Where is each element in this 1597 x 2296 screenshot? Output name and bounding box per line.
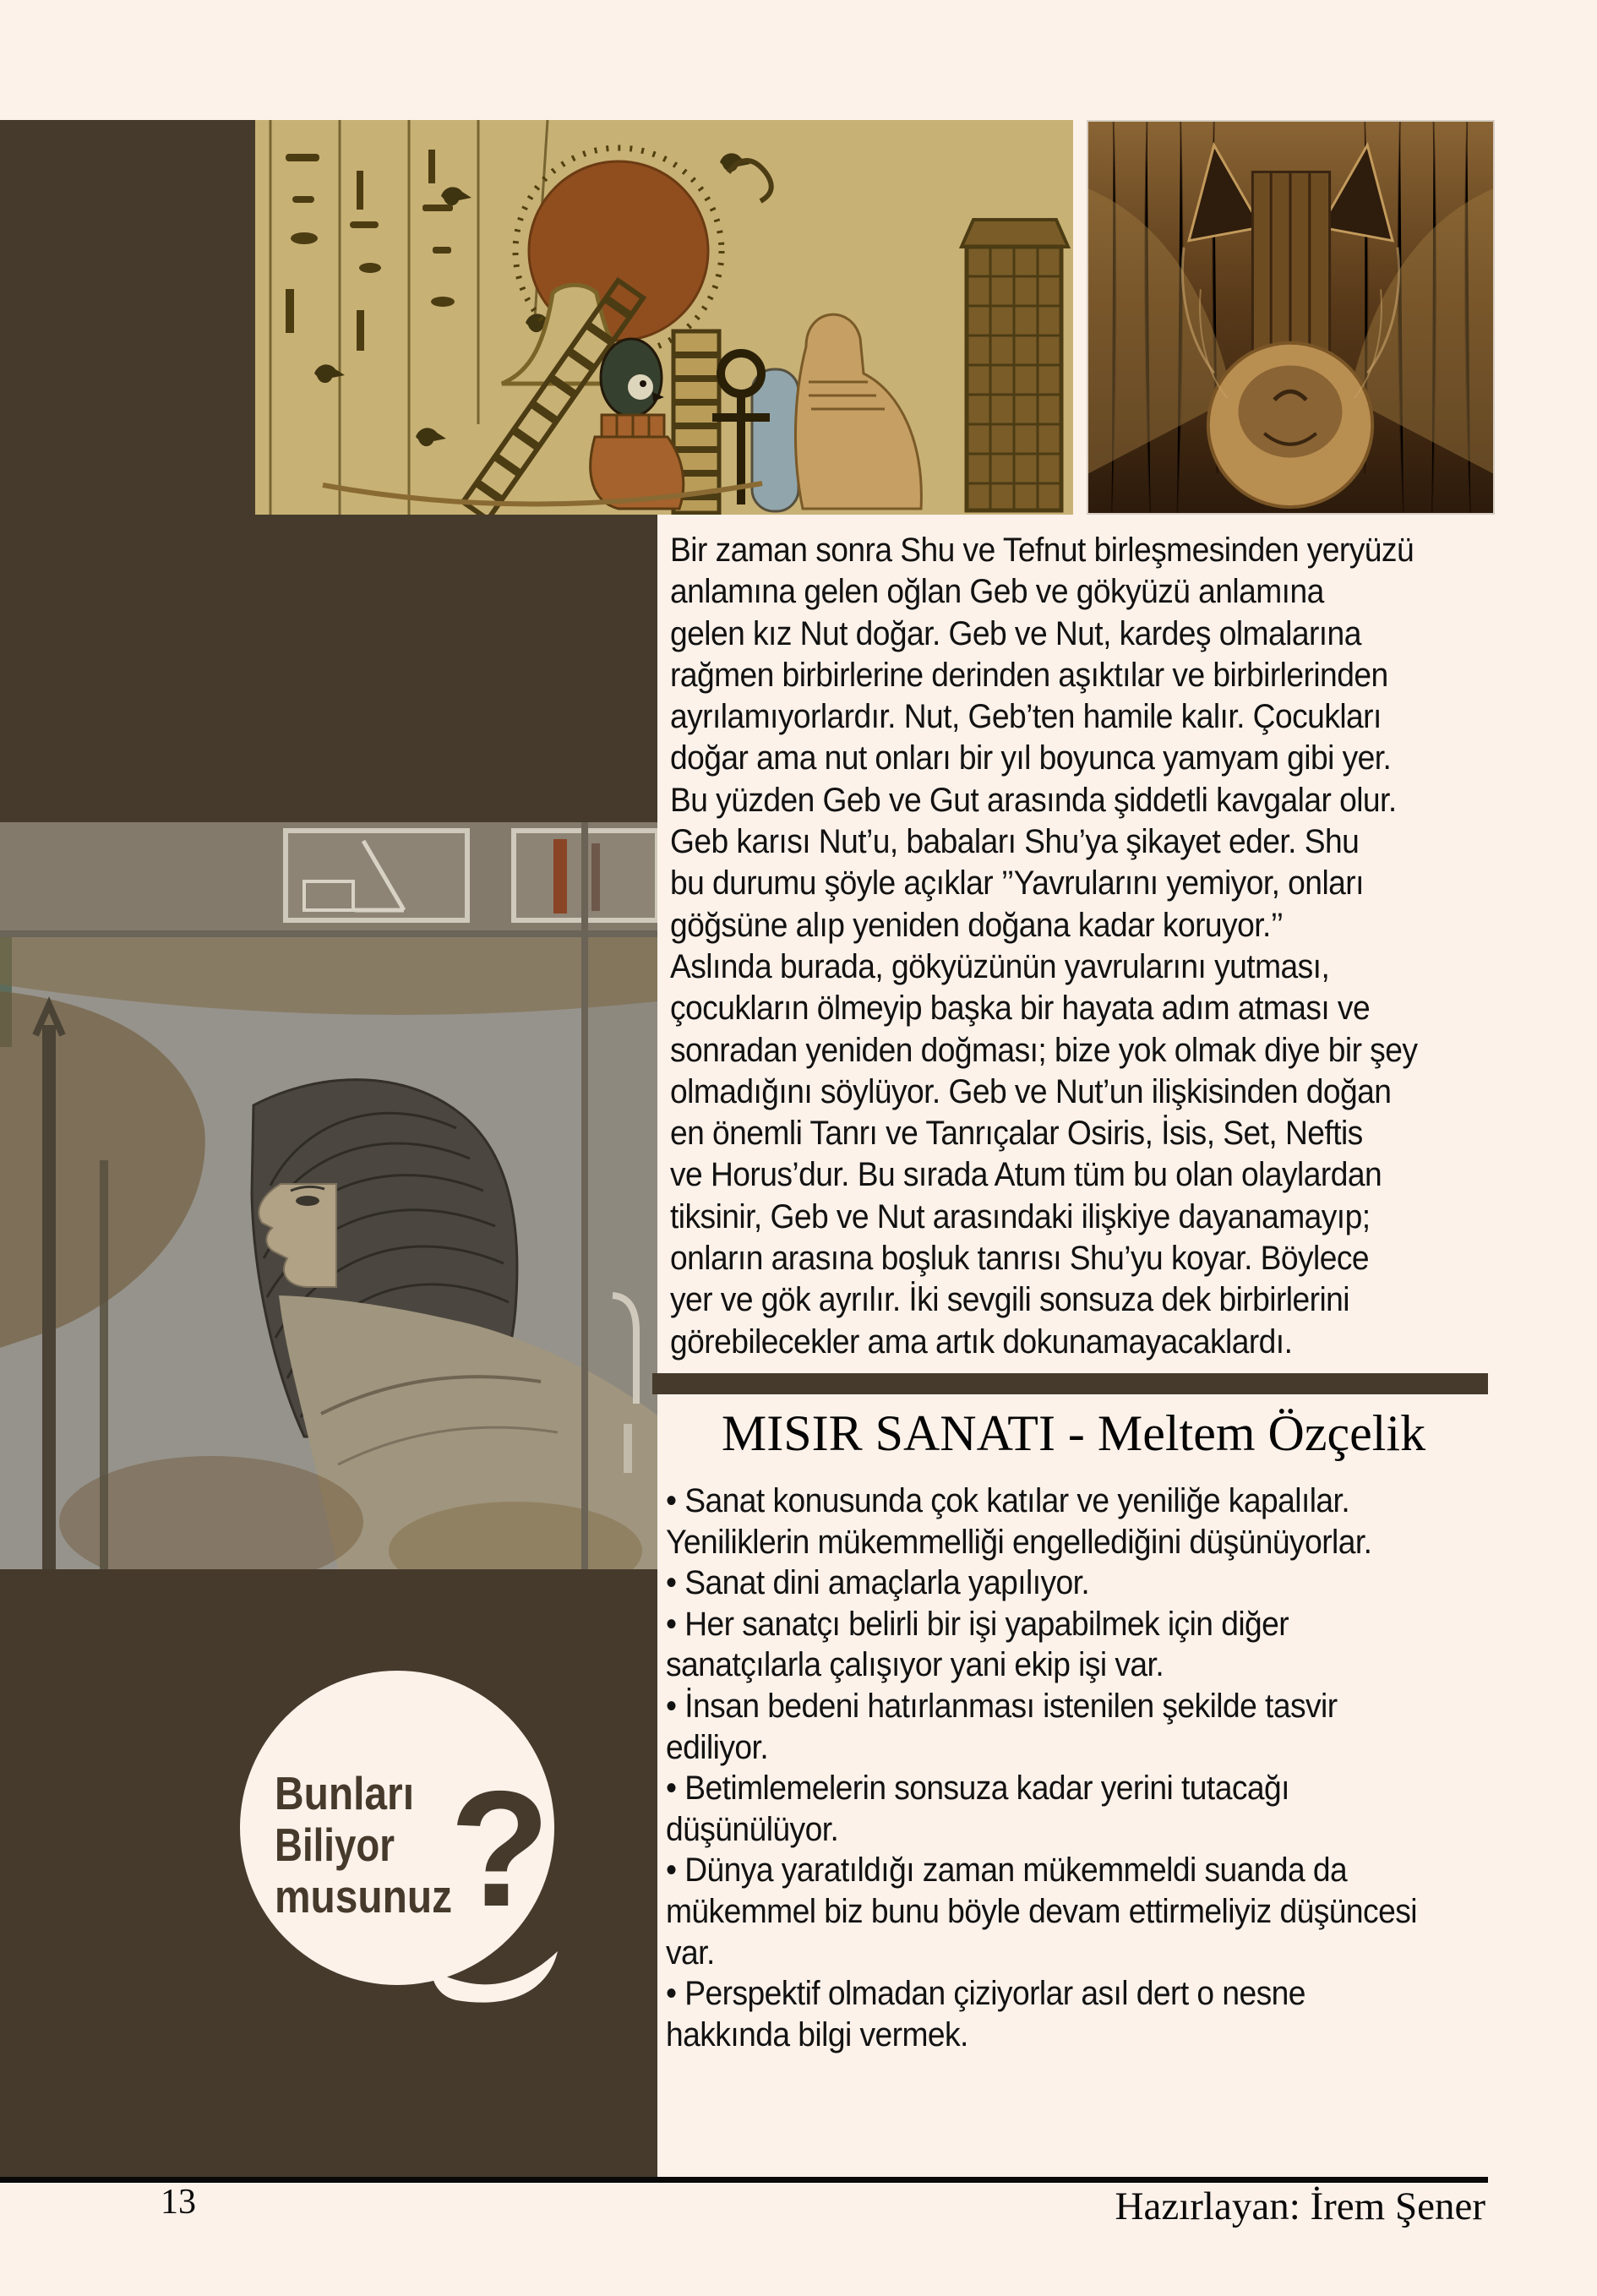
- text-line: rağmen birbirlerine derinden aşıktılar ve birbirlerinden: [670, 656, 1388, 694]
- text-line: en önemli Tanrı ve Tanrıçalar Osiris, İsis, Set, Neftis: [670, 1115, 1363, 1153]
- text-line: hakkında bilgi vermek.: [666, 2015, 968, 2053]
- text-line: Bu yüzden Geb ve Gut arasında şiddetli kavgalar olur.: [670, 781, 1397, 819]
- text-line: • Sanat konusunda çok katılar ve yeniliğe kapalılar.: [666, 1482, 1350, 1519]
- text-line: olmadığını söylüyor. Geb ve Nut’un ilişkisinden doğan: [670, 1072, 1392, 1110]
- stone-carving-image: [1087, 120, 1495, 515]
- text-line: Yeniliklerin mükemmelliği engellediğini düşünüyorlar.: [666, 1523, 1372, 1561]
- did-you-know-line: Biliyor: [275, 1819, 395, 1871]
- text-line: anlamına gelen oğlan Geb ve gökyüzü anlamına: [670, 573, 1324, 611]
- carved-vertical-line: [581, 822, 588, 1569]
- text-line: göğsüne alıp yeniden doğana kadar koruyor.’’: [670, 906, 1284, 944]
- text-line: • İnsan bedeni hatırlanması istenilen şekilde tasvir: [666, 1687, 1338, 1725]
- text-line: • Her sanatçı belirli bir işi yapabilmek için diğer: [666, 1605, 1289, 1643]
- hieroglyph-painting-image: [255, 120, 1073, 515]
- text-line: Geb karısı Nut’u, babaları Shu’ya şikayet eder. Shu: [670, 823, 1360, 861]
- text-line: var.: [666, 1933, 715, 1972]
- text-line: gelen kız Nut doğar. Geb ve Nut, kardeş olmalarına: [670, 614, 1361, 652]
- text-line: • Betimlemelerin sonsuza kadar yerini tutacağı: [666, 1770, 1289, 1808]
- obelisk-glyph: [752, 369, 798, 511]
- relief-image: [0, 822, 657, 1569]
- text-line: mükemmel biz bunu böyle devam ettirmeliyiz düşüncesi: [666, 1892, 1417, 1930]
- section-title: MISIR SANATI - Meltem Özçelik: [721, 1405, 1426, 1461]
- did-you-know-line: musunuz: [275, 1870, 452, 1922]
- did-you-know-bubble: [228, 1667, 566, 2005]
- text-line: bu durumu şöyle açıklar ’’Yavrularını yemiyor, onları: [670, 864, 1364, 903]
- text-line: Aslında burada, gökyüzünün yavrularını yutması,: [670, 947, 1330, 985]
- text-line: ediliyor.: [666, 1728, 769, 1766]
- text-line: • Perspektif olmadan çiziyorlar asıl dert o nesne: [666, 1975, 1305, 2013]
- pylon-tower: [962, 220, 1068, 510]
- footer-rule: [0, 2177, 1488, 2183]
- text-line: sanatçılarla çalışıyor yani ekip işi var.: [666, 1646, 1164, 1684]
- text-line: yer ve gök ayrılır. İki sevgili sonsuza dek birbirlerini: [670, 1281, 1350, 1319]
- text-line: • Sanat dini amaçlarla yapılıyor.: [666, 1564, 1090, 1602]
- text-line: görebilecekler ama artık dokunamayacaklardı.: [670, 1323, 1293, 1361]
- text-line: çocukların ölmeyip başka bir hayata adım atması ve: [670, 990, 1371, 1028]
- text-line: tiksinir, Geb ve Nut arasındaki ilişkiye dayanamayıp;: [670, 1197, 1371, 1235]
- top-carved-band: [0, 822, 657, 937]
- story-paragraph: [670, 530, 1417, 1363]
- section-divider: [652, 1373, 1488, 1394]
- page-number: 13: [161, 2183, 196, 2222]
- text-line: Bir zaman sonra Shu ve Tefnut birleşmesinden yeryüzü: [670, 532, 1414, 569]
- credit-text: Hazırlayan: İrem Şener: [1115, 2184, 1485, 2228]
- text-line: onların arasına boşluk tanrısı Shu’yu koyar. Böylece: [670, 1240, 1370, 1278]
- text-line: • Dünya yaratıldığı zaman mükemmeldi suanda da: [666, 1852, 1348, 1890]
- did-you-know-line: Bunları: [275, 1767, 414, 1819]
- bullet-list: [666, 1481, 1417, 2055]
- text-line: doğar ama nut onları bir yıl boyunca yamyam gibi yer.: [670, 739, 1392, 777]
- text-line: düşünülüyor.: [666, 1810, 839, 1848]
- question-mark-icon: ?: [450, 1757, 551, 1941]
- text-line: ve Horus’dur. Bu sırada Atum tüm bu olan olaylardan: [670, 1156, 1382, 1194]
- text-line: ayrılamıyorlardır. Nut, Geb’ten hamile kalır. Çocukları: [670, 698, 1382, 736]
- text-line: sonradan yeniden doğması; bize yok olmak diye bir şey: [670, 1031, 1418, 1069]
